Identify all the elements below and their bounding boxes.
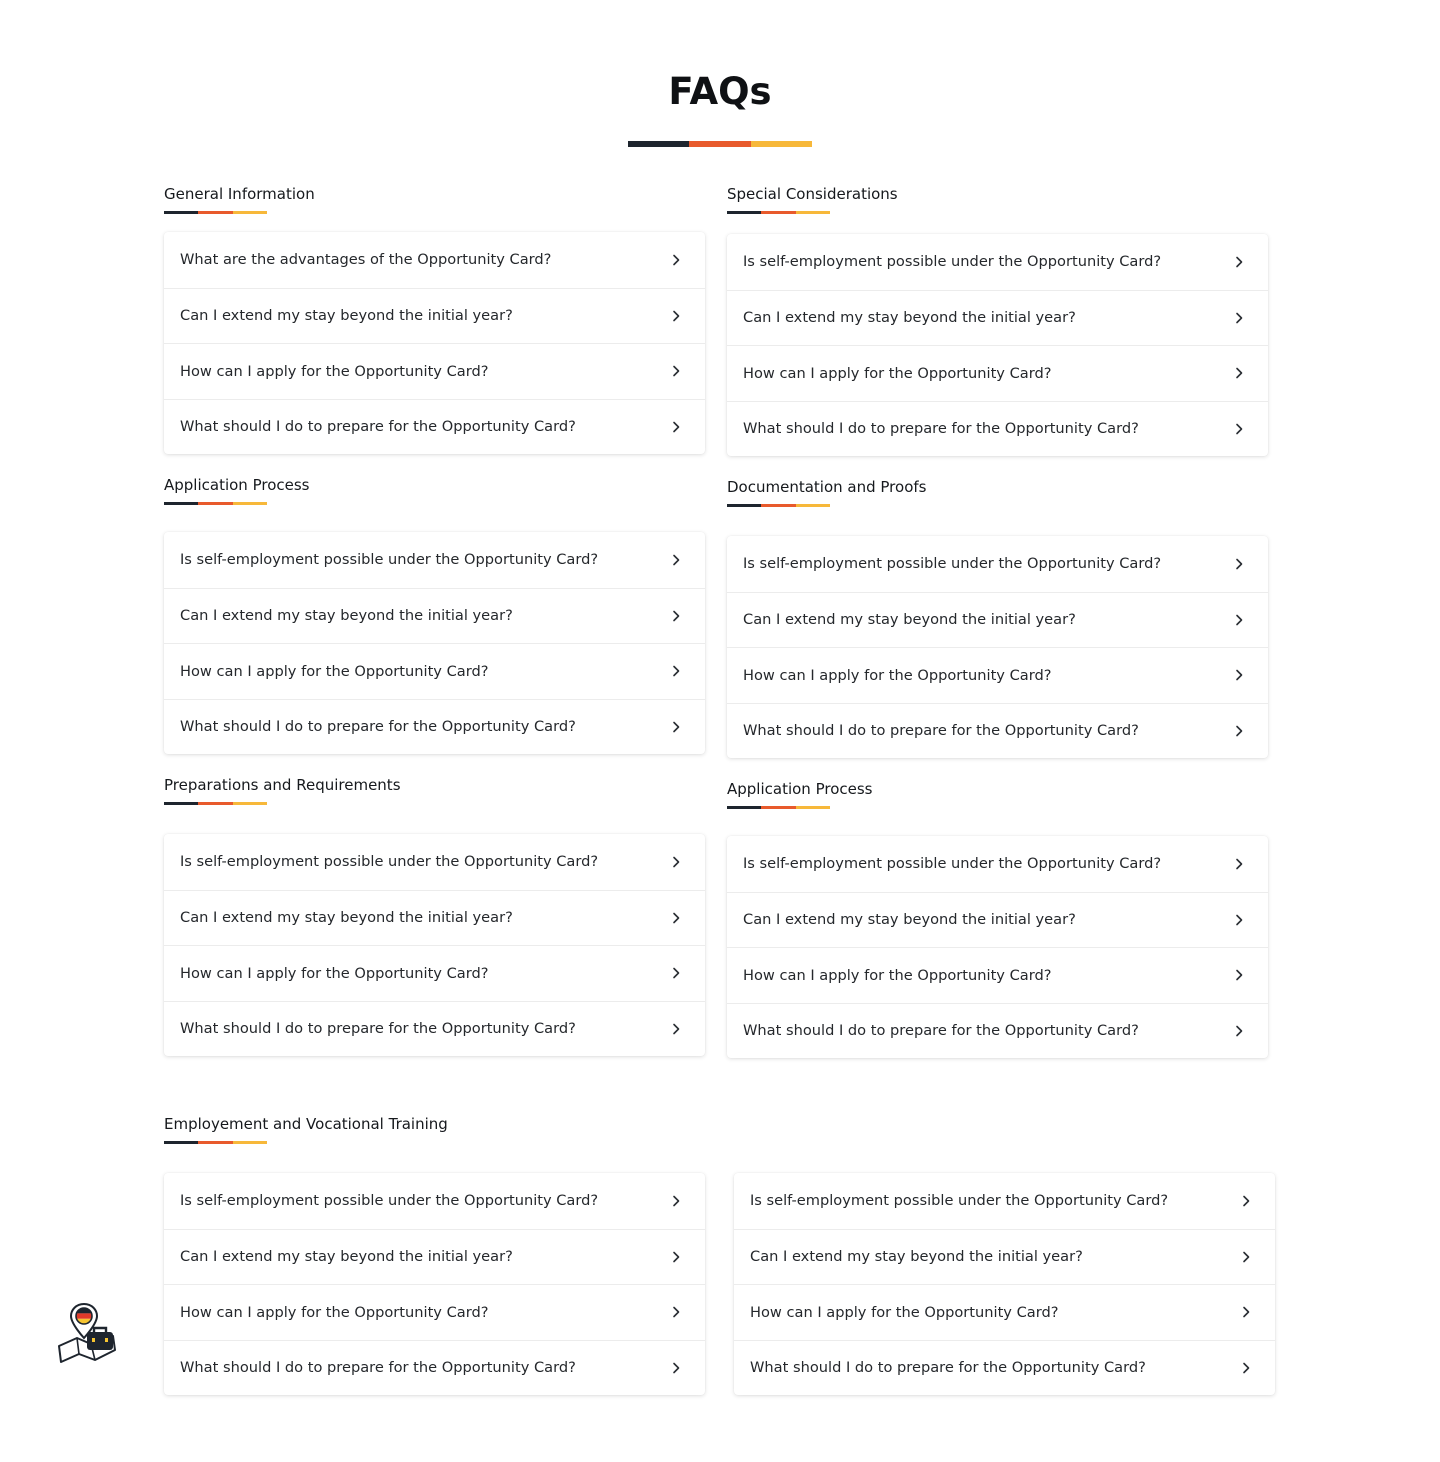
section-documentation-and-proofs xyxy=(727,476,926,507)
faq-question: How can I apply for the Opportunity Card? xyxy=(743,666,1052,684)
faq-question: What should I do to prepare for the Opportunity Card? xyxy=(180,1359,576,1377)
faq-question: Can I extend my stay beyond the initial year? xyxy=(180,307,513,325)
chevron-right-icon[interactable] xyxy=(1232,613,1246,627)
faq-question: Can I extend my stay beyond the initial year? xyxy=(180,1248,513,1266)
chevron-right-icon[interactable] xyxy=(1232,913,1246,927)
chevron-right-icon[interactable] xyxy=(1239,1250,1253,1264)
section-preparations-and-requirements xyxy=(164,774,401,805)
chevron-right-icon[interactable] xyxy=(1239,1361,1253,1375)
faq-card-application-process xyxy=(164,532,705,754)
faq-question: How can I apply for the Opportunity Card? xyxy=(180,362,489,380)
faq-question: What are the advantages of the Opportunity Card? xyxy=(180,251,552,269)
faq-item[interactable] xyxy=(164,343,705,399)
section-underline xyxy=(164,802,267,805)
faq-item[interactable] xyxy=(164,643,705,699)
underline-yellow-segment xyxy=(751,141,812,147)
section-heading: General Information xyxy=(164,185,315,203)
faq-question: How can I apply for the Opportunity Card? xyxy=(743,966,1052,984)
faq-item[interactable] xyxy=(164,699,705,755)
faq-item[interactable] xyxy=(164,1340,705,1396)
section-underline xyxy=(727,504,830,507)
faq-card-general-information xyxy=(164,232,705,454)
section-general-information xyxy=(164,183,315,214)
faq-question: Can I extend my stay beyond the initial year? xyxy=(180,909,513,927)
chevron-right-icon[interactable] xyxy=(669,553,683,567)
section-heading: Application Process xyxy=(164,476,310,494)
chevron-right-icon[interactable] xyxy=(1232,968,1246,982)
faq-question: What should I do to prepare for the Opportunity Card? xyxy=(180,718,576,736)
faq-question: Is self-employment possible under the Opportunity Card? xyxy=(180,551,599,569)
faq-item[interactable] xyxy=(164,288,705,344)
faq-question: Can I extend my stay beyond the initial year? xyxy=(743,309,1076,327)
faq-item[interactable] xyxy=(164,1229,705,1285)
faq-question: Can I extend my stay beyond the initial year? xyxy=(750,1248,1083,1266)
chevron-right-icon[interactable] xyxy=(669,1361,683,1375)
faq-card-application-process-2 xyxy=(727,836,1268,1058)
chevron-right-icon[interactable] xyxy=(669,1250,683,1264)
section-underline xyxy=(164,211,267,214)
underline-dark-segment xyxy=(628,141,689,147)
chevron-right-icon[interactable] xyxy=(1232,255,1246,269)
faq-item[interactable] xyxy=(727,536,1268,592)
chevron-right-icon[interactable] xyxy=(669,911,683,925)
faq-question: What should I do to prepare for the Opportunity Card? xyxy=(743,1022,1139,1040)
faq-card-preparations-and-requirements xyxy=(164,834,705,1056)
section-underline xyxy=(727,806,830,809)
page-title: FAQs xyxy=(668,70,772,113)
faq-question: Can I extend my stay beyond the initial year? xyxy=(743,911,1076,929)
chevron-right-icon[interactable] xyxy=(1232,1024,1246,1038)
chevron-right-icon[interactable] xyxy=(1232,422,1246,436)
chevron-right-icon[interactable] xyxy=(669,609,683,623)
faq-question: What should I do to prepare for the Opportunity Card? xyxy=(750,1359,1146,1377)
faq-item[interactable] xyxy=(727,647,1268,703)
faq-card-documentation-and-proofs xyxy=(727,536,1268,758)
faq-question: Is self-employment possible under the Opportunity Card? xyxy=(180,1192,599,1210)
faq-item[interactable] xyxy=(164,1284,705,1340)
faq-item[interactable] xyxy=(164,834,705,890)
chevron-right-icon[interactable] xyxy=(669,364,683,378)
faq-question: Is self-employment possible under the Opportunity Card? xyxy=(743,253,1162,271)
faq-item[interactable] xyxy=(164,532,705,588)
faq-question: What should I do to prepare for the Opportunity Card? xyxy=(743,420,1139,438)
section-application-process-2 xyxy=(727,778,872,809)
faq-item[interactable] xyxy=(727,592,1268,648)
faq-item[interactable] xyxy=(727,947,1268,1003)
chevron-right-icon[interactable] xyxy=(669,855,683,869)
faq-item[interactable] xyxy=(734,1173,1275,1229)
faq-item[interactable] xyxy=(164,1173,705,1229)
chevron-right-icon[interactable] xyxy=(1232,557,1246,571)
faq-item[interactable] xyxy=(164,399,705,455)
title-underline xyxy=(628,141,812,147)
faq-item[interactable] xyxy=(734,1340,1275,1396)
section-heading: Preparations and Requirements xyxy=(164,776,401,794)
chevron-right-icon[interactable] xyxy=(1232,668,1246,682)
section-underline xyxy=(164,502,267,505)
chevron-right-icon[interactable] xyxy=(1232,724,1246,738)
chevron-right-icon[interactable] xyxy=(1239,1194,1253,1208)
section-underline xyxy=(164,1141,267,1144)
faq-item[interactable] xyxy=(727,290,1268,346)
faq-question: Is self-employment possible under the Opportunity Card? xyxy=(743,855,1162,873)
faq-item[interactable] xyxy=(727,703,1268,759)
faq-question: Is self-employment possible under the Opportunity Card? xyxy=(180,853,599,871)
faq-item[interactable] xyxy=(164,232,705,288)
chevron-right-icon[interactable] xyxy=(669,966,683,980)
chevron-right-icon[interactable] xyxy=(1232,366,1246,380)
faq-question: How can I apply for the Opportunity Card? xyxy=(743,364,1052,382)
faq-question: How can I apply for the Opportunity Card? xyxy=(180,1303,489,1321)
chevron-right-icon[interactable] xyxy=(669,664,683,678)
faq-question: What should I do to prepare for the Opportunity Card? xyxy=(180,418,576,436)
section-application-process xyxy=(164,474,309,505)
germany-map-pin-briefcase-icon[interactable] xyxy=(57,1302,117,1364)
faq-item[interactable] xyxy=(734,1229,1275,1285)
faq-question: Is self-employment possible under the Opportunity Card? xyxy=(750,1192,1169,1210)
faq-question: How can I apply for the Opportunity Card? xyxy=(180,964,489,982)
chevron-right-icon[interactable] xyxy=(1239,1305,1253,1319)
chevron-right-icon[interactable] xyxy=(1232,857,1246,871)
faq-card-special-considerations xyxy=(727,234,1268,456)
chevron-right-icon[interactable] xyxy=(1232,311,1246,325)
chevron-right-icon[interactable] xyxy=(669,1194,683,1208)
underline-red-segment xyxy=(689,141,750,147)
faq-item[interactable] xyxy=(727,401,1268,457)
faq-item[interactable] xyxy=(727,836,1268,892)
faq-item[interactable] xyxy=(727,234,1268,290)
faq-question: Can I extend my stay beyond the initial year? xyxy=(743,611,1076,629)
faq-item[interactable] xyxy=(164,945,705,1001)
faq-question: How can I apply for the Opportunity Card? xyxy=(180,662,489,680)
faq-question: What should I do to prepare for the Opportunity Card? xyxy=(743,722,1139,740)
section-heading: Special Considerations xyxy=(727,185,898,203)
faq-item[interactable] xyxy=(164,890,705,946)
faq-question: What should I do to prepare for the Opportunity Card? xyxy=(180,1020,576,1038)
chevron-right-icon[interactable] xyxy=(669,720,683,734)
faq-item[interactable] xyxy=(734,1284,1275,1340)
faq-item[interactable] xyxy=(727,1003,1268,1059)
chevron-right-icon[interactable] xyxy=(669,1305,683,1319)
section-employement-and-vocational-training xyxy=(164,1113,448,1144)
faq-question: Can I extend my stay beyond the initial year? xyxy=(180,607,513,625)
chevron-right-icon[interactable] xyxy=(669,1022,683,1036)
faq-question: Is self-employment possible under the Opportunity Card? xyxy=(743,555,1162,573)
chevron-right-icon[interactable] xyxy=(669,309,683,323)
faq-item[interactable] xyxy=(727,345,1268,401)
section-heading: Documentation and Proofs xyxy=(727,478,927,496)
chevron-right-icon[interactable] xyxy=(669,420,683,434)
section-heading: Employement and Vocational Training xyxy=(164,1115,448,1133)
faq-item[interactable] xyxy=(727,892,1268,948)
faq-card-employement-1 xyxy=(164,1173,705,1395)
faq-question: How can I apply for the Opportunity Card? xyxy=(750,1303,1059,1321)
section-underline xyxy=(727,211,830,214)
faq-item[interactable] xyxy=(164,1001,705,1057)
section-heading: Application Process xyxy=(727,780,873,798)
section-special-considerations xyxy=(727,183,898,214)
chevron-right-icon[interactable] xyxy=(669,253,683,267)
faq-item[interactable] xyxy=(164,588,705,644)
faq-card-employement-2 xyxy=(734,1173,1275,1395)
